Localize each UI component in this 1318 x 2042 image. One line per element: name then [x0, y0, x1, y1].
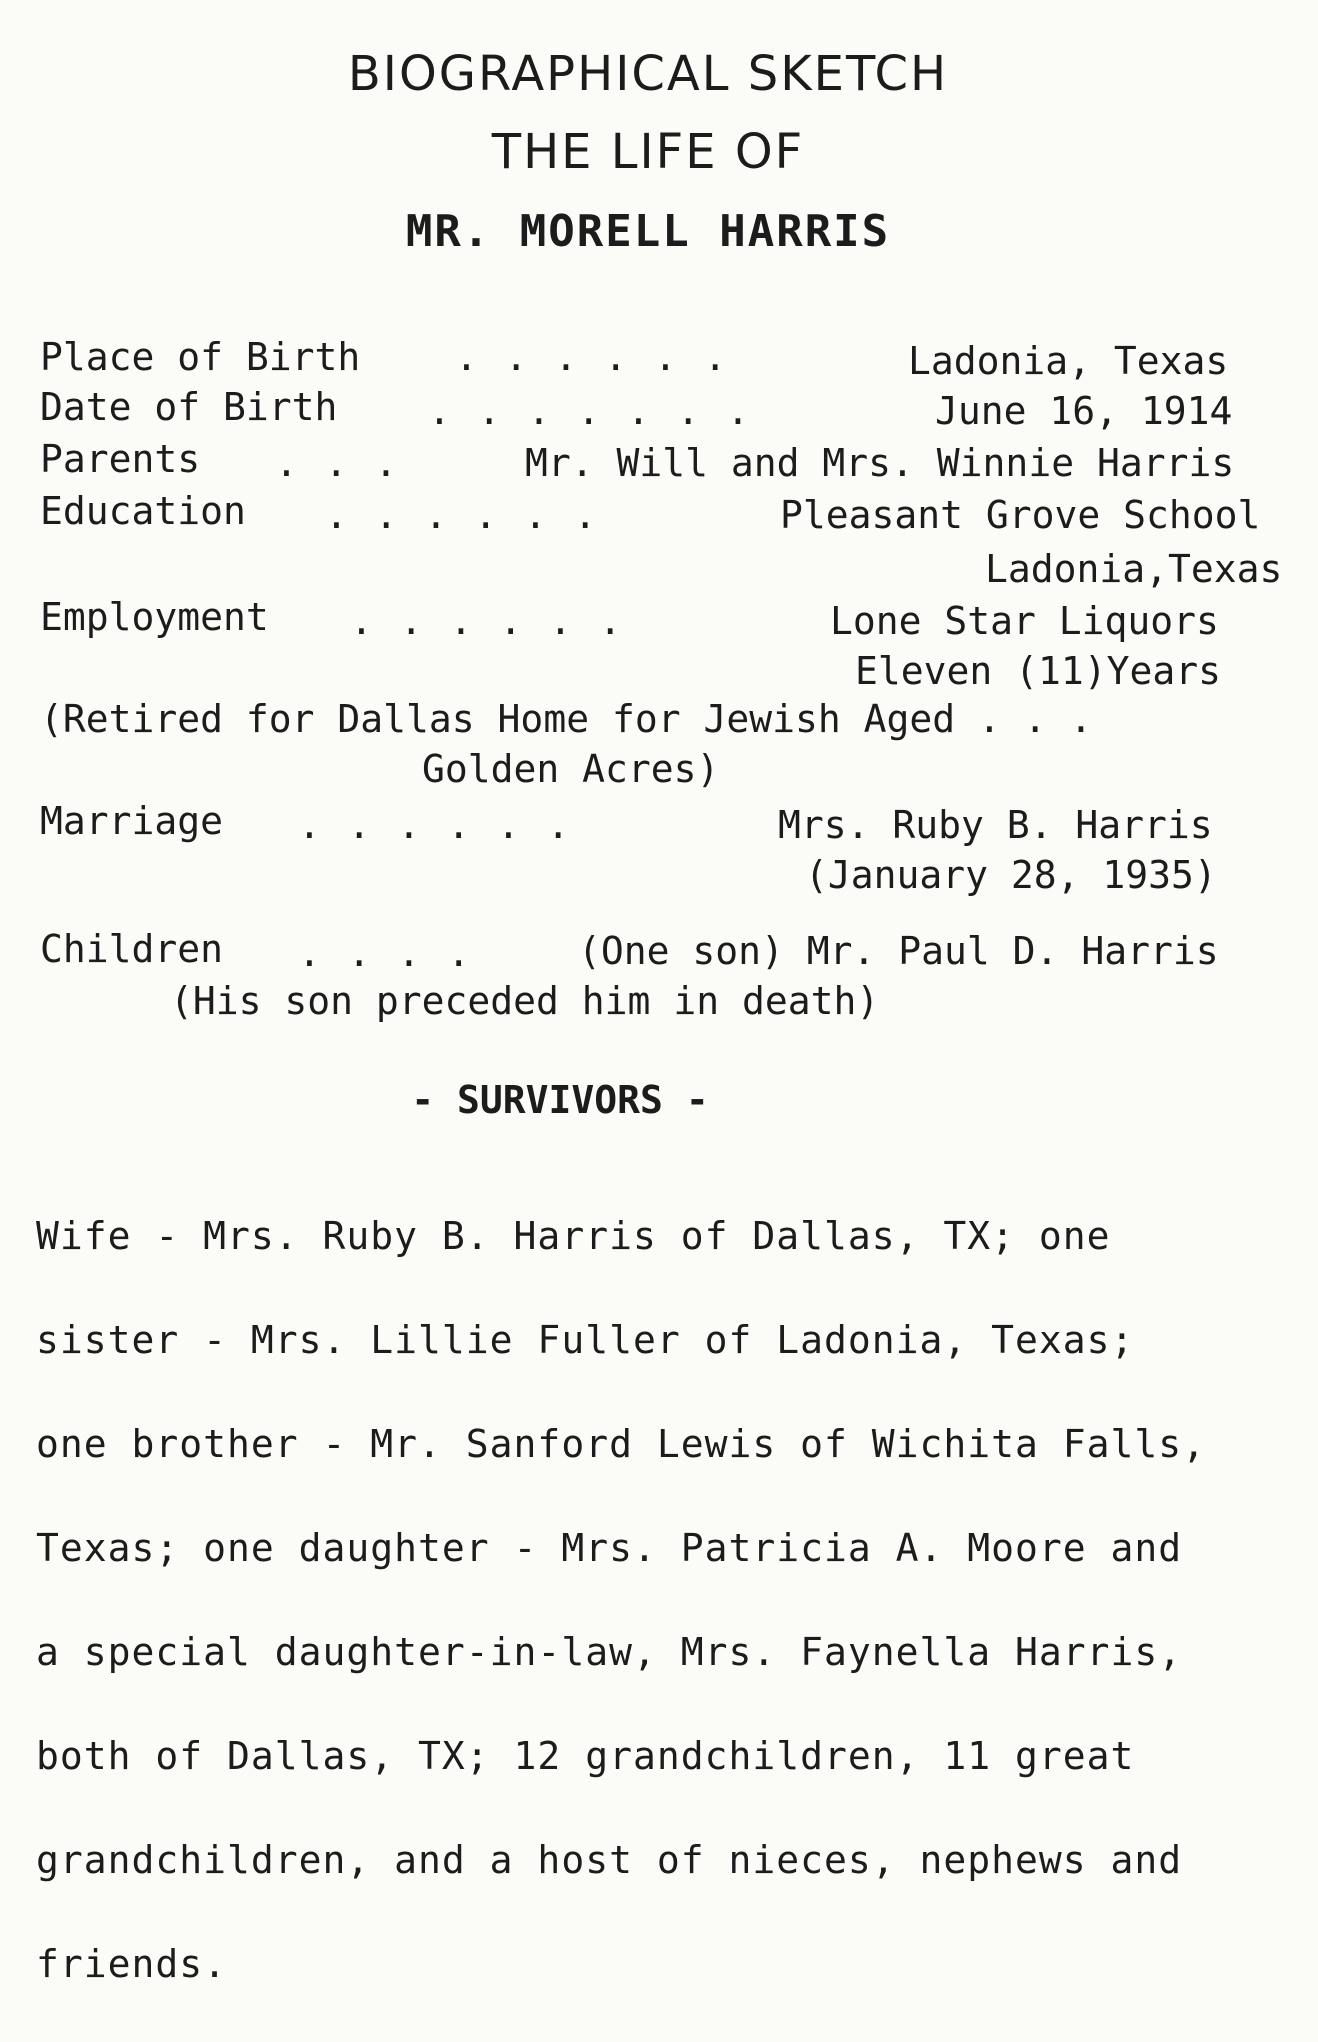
children-note: (His son preceded him in death)	[170, 979, 880, 1023]
value-date-of-birth: June 16, 1914	[935, 389, 1233, 433]
dots-education: . . . . . .	[325, 493, 599, 537]
value-children: (One son) Mr. Paul D. Harris	[578, 929, 1219, 973]
label-parents: Parents	[40, 437, 201, 481]
value-marriage-date: (January 28, 1935)	[805, 853, 1217, 897]
label-place-of-birth: Place of Birth	[40, 335, 361, 379]
value-education: Pleasant Grove School	[780, 493, 1261, 537]
survivors-heading: - SURVIVORS -	[411, 1078, 709, 1122]
survivors-paragraph	[36, 1158, 1306, 2042]
dots-place-of-birth: . . . . . .	[455, 335, 729, 379]
value-employment-duration: Eleven (11)Years	[855, 649, 1222, 693]
survivors-line: sister - Mrs. Lillie Fuller of Ladonia, Texas;	[36, 1318, 1135, 1362]
survivors-line: grandchildren, and a host of nieces, nephews and	[36, 1838, 1183, 1882]
label-children: Children	[40, 927, 224, 971]
retired-note-line1: (Retired for Dallas Home for Jewish Aged . . .	[40, 697, 1093, 741]
value-education-location: Ladonia,Texas	[985, 547, 1283, 591]
dots-children: . . . .	[298, 931, 473, 975]
value-marriage: Mrs. Ruby B. Harris	[778, 803, 1213, 847]
dots-marriage: . . . . . .	[298, 803, 572, 847]
dots-employment: . . . . . .	[350, 599, 624, 643]
value-place-of-birth: Ladonia, Texas	[908, 339, 1229, 383]
dots-parents: . . .	[275, 441, 400, 485]
value-employment: Lone Star Liquors	[830, 599, 1219, 643]
dots-date-of-birth: . . . . . . .	[428, 389, 752, 433]
survivors-line: Wife - Mrs. Ruby B. Harris of Dallas, TX; one	[36, 1214, 1111, 1258]
title-name: MR. MORELL HARRIS	[405, 206, 891, 257]
survivors-line: friends.	[36, 1942, 228, 1986]
title-biographical-sketch: BIOGRAPHICAL SKETCH	[347, 46, 949, 102]
label-education: Education	[40, 489, 246, 533]
value-parents: Mr. Will and Mrs. Winnie Harris	[525, 441, 1235, 485]
survivors-line: one brother - Mr. Sanford Lewis of Wichita Falls,	[36, 1422, 1207, 1466]
label-employment: Employment	[40, 595, 269, 639]
label-marriage: Marriage	[40, 799, 224, 843]
survivors-line: both of Dallas, TX; 12 grandchildren, 11 great	[36, 1734, 1135, 1778]
survivors-line: Texas; one daughter - Mrs. Patricia A. Moore and	[36, 1526, 1183, 1570]
retired-note-line2: Golden Acres)	[422, 747, 720, 791]
title-the-life-of: THE LIFE OF	[491, 124, 805, 180]
label-date-of-birth: Date of Birth	[40, 385, 338, 429]
survivors-line: a special daughter-in-law, Mrs. Faynella Harris,	[36, 1630, 1183, 1674]
